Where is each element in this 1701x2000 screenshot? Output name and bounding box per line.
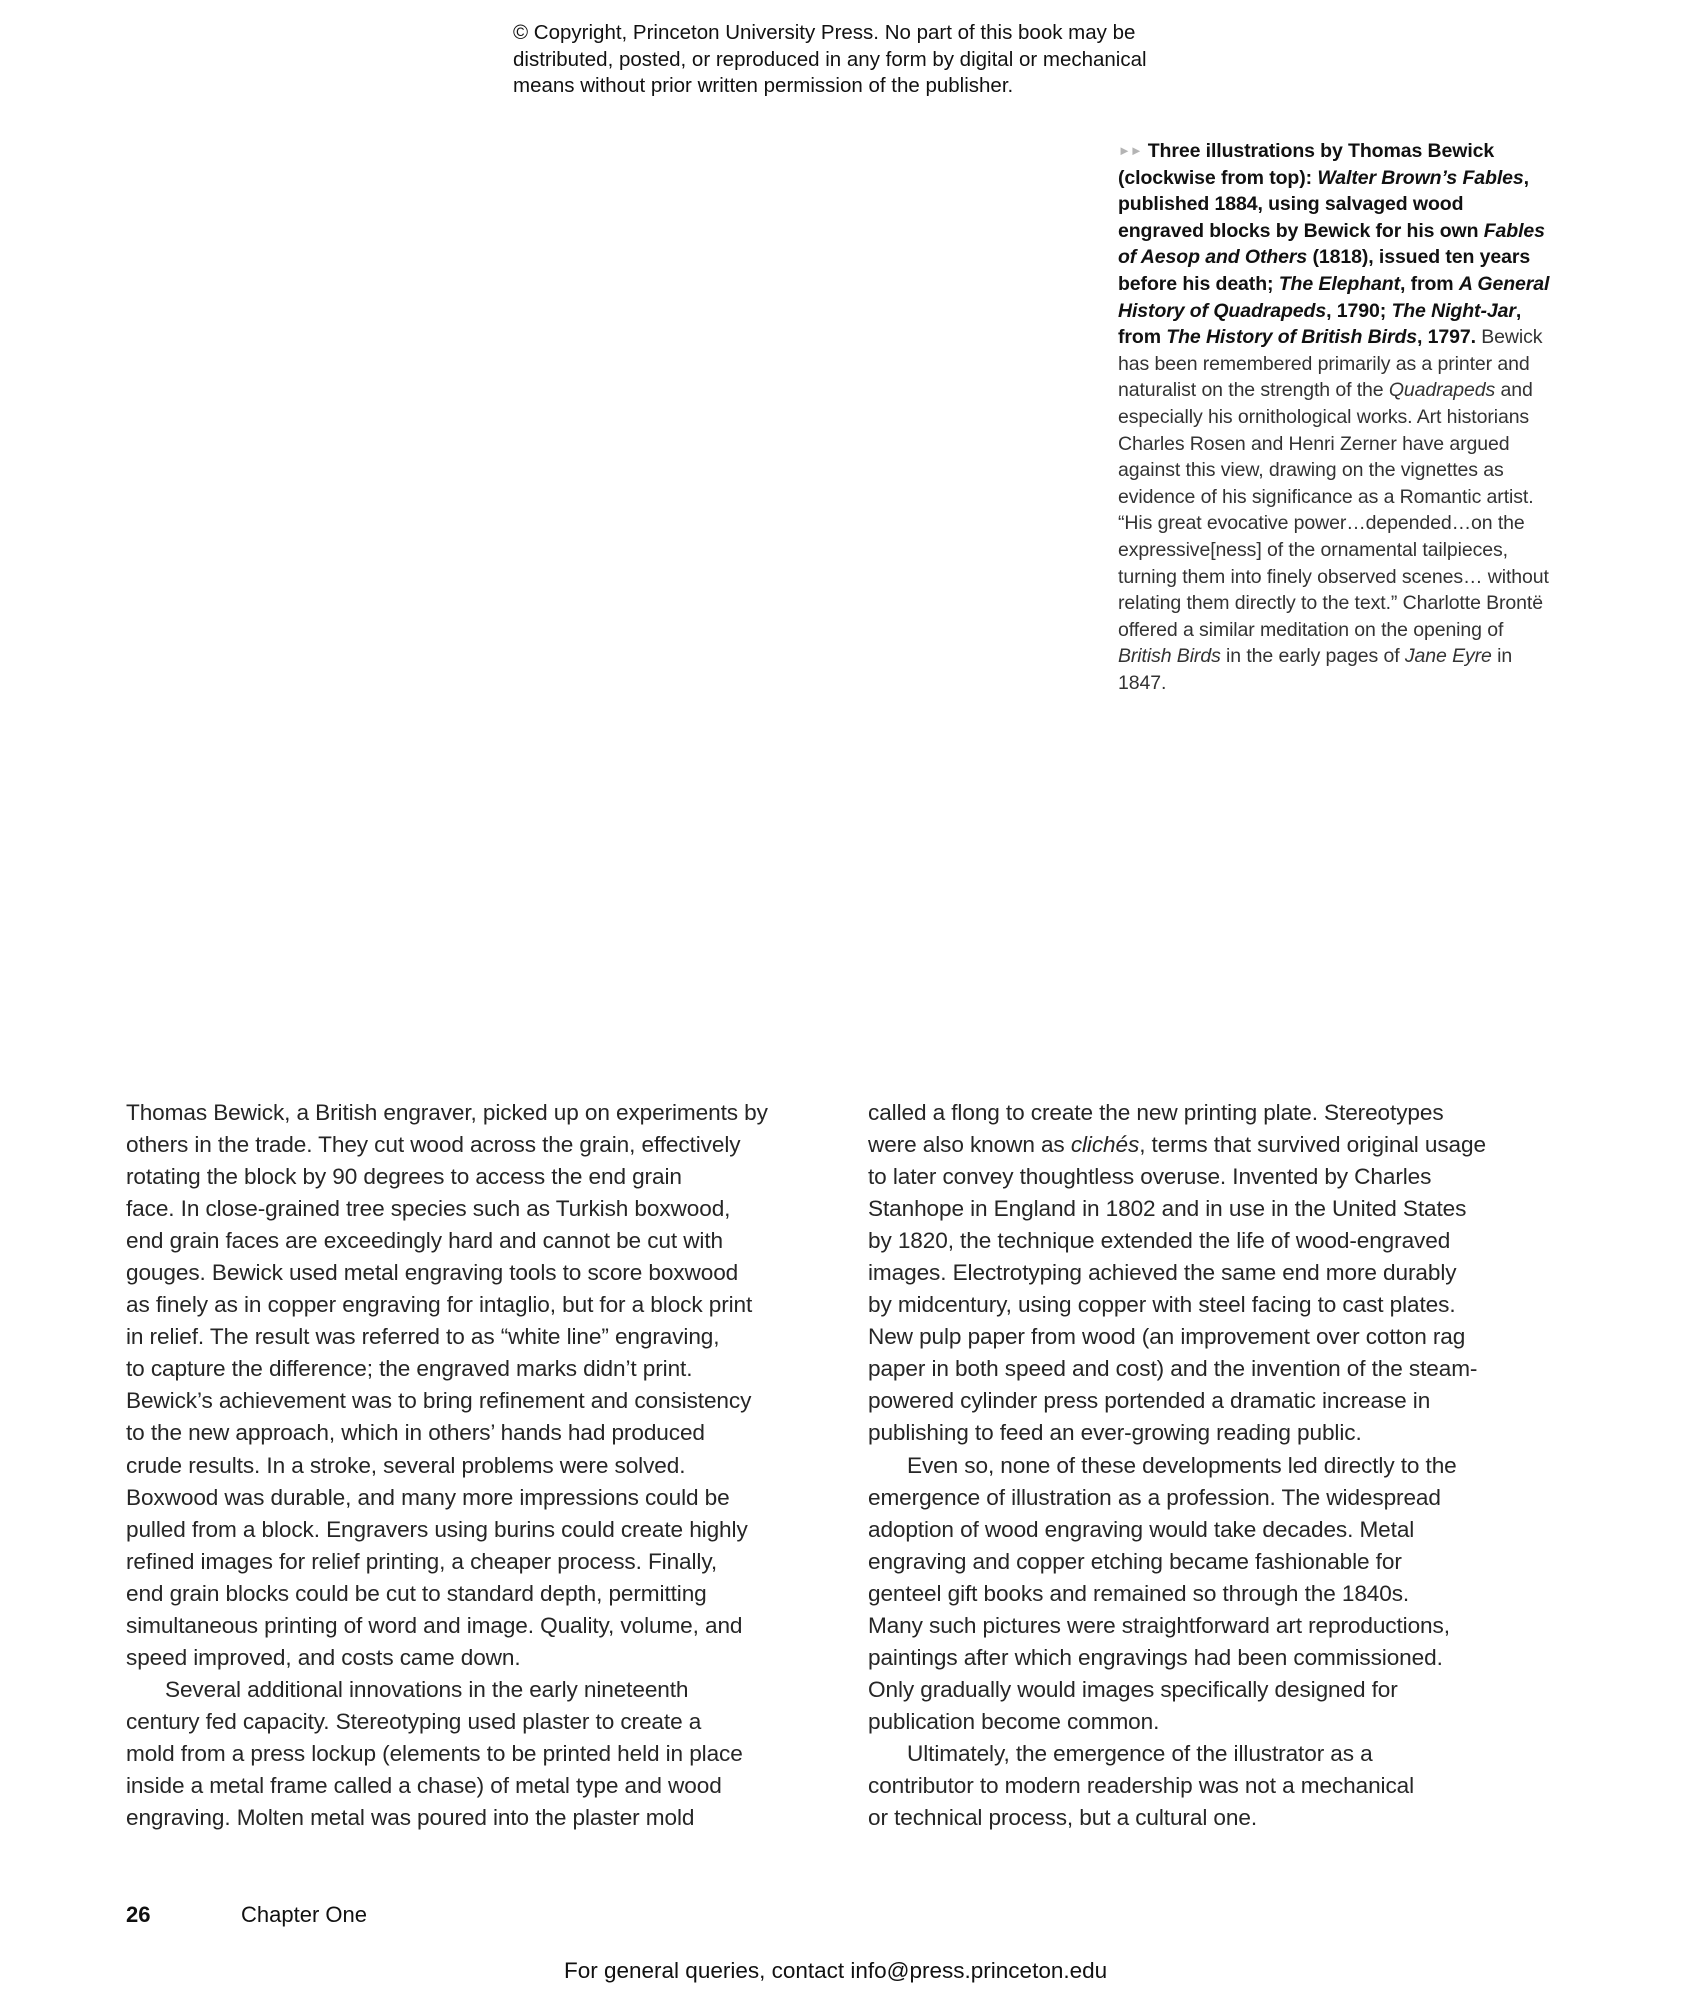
- caption-segment: Quadrapeds: [1388, 379, 1496, 402]
- text-line: end grain faces are exceedingly hard and cannot be cut with: [126, 1228, 723, 1254]
- text-line: crude results. In a stroke, several problems were solved.: [126, 1452, 686, 1478]
- text-line: Bewick’s achievement was to bring refinement and consistency: [126, 1388, 752, 1414]
- text-line: to later convey thoughtless overuse. Invented by Charles: [868, 1164, 1432, 1190]
- text-line: simultaneous printing of word and image. Quality, volume, and: [126, 1612, 743, 1638]
- body-text-left-column: [126, 1097, 816, 1834]
- text-line: by 1820, the technique extended the life of wood-engraved: [868, 1228, 1451, 1254]
- text-line: as finely as in copper engraving for intaglio, but for a block print: [126, 1292, 753, 1318]
- text-line: rotating the block by 90 degrees to access the end grain: [126, 1164, 682, 1190]
- caption-segment: , from: [1118, 299, 1522, 349]
- caption-segment: A General History of Quadrapeds: [1118, 272, 1550, 322]
- text-line: in relief. The result was referred to as “white line” engraving,: [126, 1324, 720, 1350]
- text-line: publication become common.: [868, 1708, 1160, 1734]
- caption-segment: and especially his ornithological works. Art historians Charles Rosen and Henri Zerner have argued against this view, drawing on the vignettes as evidence of his significance as a Romantic artist. “His great evocative power…depended…on the expressive[ness] of the ornamental tailpieces, turning them into finely observed scenes… without relating them directly to the text.” Charlotte Brontë offered a similar meditation on the opening of: [1118, 379, 1549, 641]
- text-line: pulled from a block. Engravers using burins could create highly: [126, 1516, 748, 1542]
- text-line: face. In close-grained tree species such as Turkish boxwood,: [126, 1196, 731, 1222]
- text-line: [868, 1129, 1558, 1161]
- text-line: Many such pictures were straightforward art reproductions,: [868, 1612, 1450, 1638]
- copyright-line: © Copyright, Princeton University Press. No part of this book may be: [513, 21, 1136, 44]
- text-line: end grain blocks could be cut to standard depth, permitting: [126, 1580, 707, 1606]
- text-line: Several additional innovations in the early nineteenth: [165, 1676, 689, 1702]
- caption-segment: British Birds: [1118, 645, 1221, 668]
- caption-segment: The Night-Jar: [1391, 299, 1516, 322]
- double-arrow-icon: ►►: [1118, 143, 1142, 158]
- text-line: contributor to modern readership was not a mechanical: [868, 1772, 1415, 1798]
- text-line: called a flong to create the new printing plate. Stereotypes: [868, 1100, 1444, 1125]
- page-number: 26: [126, 1902, 151, 1927]
- running-footer-chapter: Chapter One: [241, 1902, 367, 1927]
- text-line: New pulp paper from wood (an improvement over cotton rag: [868, 1324, 1466, 1350]
- text-line: Only gradually would images specifically designed for: [868, 1676, 1398, 1702]
- caption-segment: Walter Brown’s Fables: [1317, 166, 1524, 189]
- copyright-line: means without prior written permission of the publisher.: [513, 74, 1014, 97]
- caption-segment: Jane Eyre: [1404, 645, 1492, 668]
- copyright-line: distributed, posted, or reproduced in any form by digital or mechanical: [513, 47, 1147, 71]
- text-line: engraving and copper etching became fashionable for: [868, 1548, 1402, 1574]
- text-line: to capture the difference; the engraved marks didn’t print.: [126, 1356, 693, 1382]
- text-line: inside a metal frame called a chase) of metal type and wood: [126, 1772, 722, 1798]
- caption-segment: Fables of Aesop and Others: [1118, 219, 1545, 269]
- text-line: emergence of illustration as a profession. The widespread: [868, 1484, 1441, 1510]
- caption-segment: , published 1884, using salvaged wood engraved blocks by Bewick for his own: [1118, 166, 1529, 242]
- text-line: refined images for relief printing, a cheaper process. Finally,: [126, 1548, 718, 1574]
- contact-footer: For general queries, contact info@press.princeton.edu: [564, 1958, 1108, 1983]
- caption-segment: (1818), issued ten years before his death;: [1118, 246, 1531, 295]
- text-line: century fed capacity. Stereotyping used plaster to create a: [126, 1708, 702, 1734]
- body-text-right-column: [868, 1097, 1558, 1834]
- text-run: were also known as: [868, 1132, 1071, 1158]
- text-line: genteel gift books and remained so through the 1840s.: [868, 1580, 1410, 1606]
- text-line: gouges. Bewick used metal engraving tools to score boxwood: [126, 1260, 739, 1286]
- text-line: Boxwood was durable, and many more impressions could be: [126, 1484, 730, 1510]
- text-line: adoption of wood engraving would take decades. Metal: [868, 1516, 1415, 1542]
- caption-segment: in 1847.: [1118, 645, 1513, 694]
- italic-term: clichés: [1070, 1132, 1140, 1158]
- text-line: mold from a press lockup (elements to be printed held in place: [126, 1740, 743, 1766]
- caption-segment: The Elephant: [1278, 272, 1400, 295]
- caption-segment: , from: [1399, 272, 1459, 295]
- text-line: publishing to feed an ever-growing reading public.: [868, 1420, 1362, 1446]
- text-line: paintings after which engravings had been commissioned.: [868, 1644, 1443, 1670]
- text-line: Stanhope in England in 1802 and in use in the United States: [868, 1196, 1467, 1222]
- text-run: , terms that survived original usage: [1139, 1132, 1486, 1158]
- text-line: paper in both speed and cost) and the invention of the steam-: [868, 1356, 1478, 1382]
- text-line: others in the trade. They cut wood across the grain, effectively: [126, 1132, 741, 1158]
- figure-caption: [1118, 138, 1553, 696]
- caption-segment: in the early pages of: [1220, 645, 1405, 668]
- copyright-notice: [513, 20, 1213, 100]
- text-line: powered cylinder press portended a dramatic increase in: [868, 1388, 1431, 1414]
- caption-segment: , 1790;: [1326, 299, 1392, 322]
- text-line: or technical process, but a cultural one.: [868, 1805, 1257, 1831]
- caption-segment: Three illustrations by Thomas Bewick (clockwise from top):: [1118, 140, 1495, 189]
- text-line: engraving. Molten metal was poured into the plaster mold: [126, 1805, 695, 1831]
- text-line: Thomas Bewick, a British engraver, picked up on experiments by: [126, 1100, 768, 1125]
- caption-segment: Bewick has been remembered primarily as a printer and naturalist on the strength of the: [1118, 326, 1543, 402]
- text-line: images. Electrotyping achieved the same end more durably: [868, 1260, 1457, 1286]
- text-line: Ultimately, the emergence of the illustrator as a: [907, 1740, 1373, 1766]
- text-line: Even so, none of these developments led directly to the: [907, 1452, 1457, 1478]
- text-line: to the new approach, which in others’ hands had produced: [126, 1420, 705, 1446]
- text-line: by midcentury, using copper with steel facing to cast plates.: [868, 1292, 1456, 1318]
- caption-segment: , 1797.: [1417, 326, 1476, 349]
- text-line: speed improved, and costs came down.: [126, 1644, 521, 1670]
- caption-segment: The History of British Birds: [1166, 326, 1417, 349]
